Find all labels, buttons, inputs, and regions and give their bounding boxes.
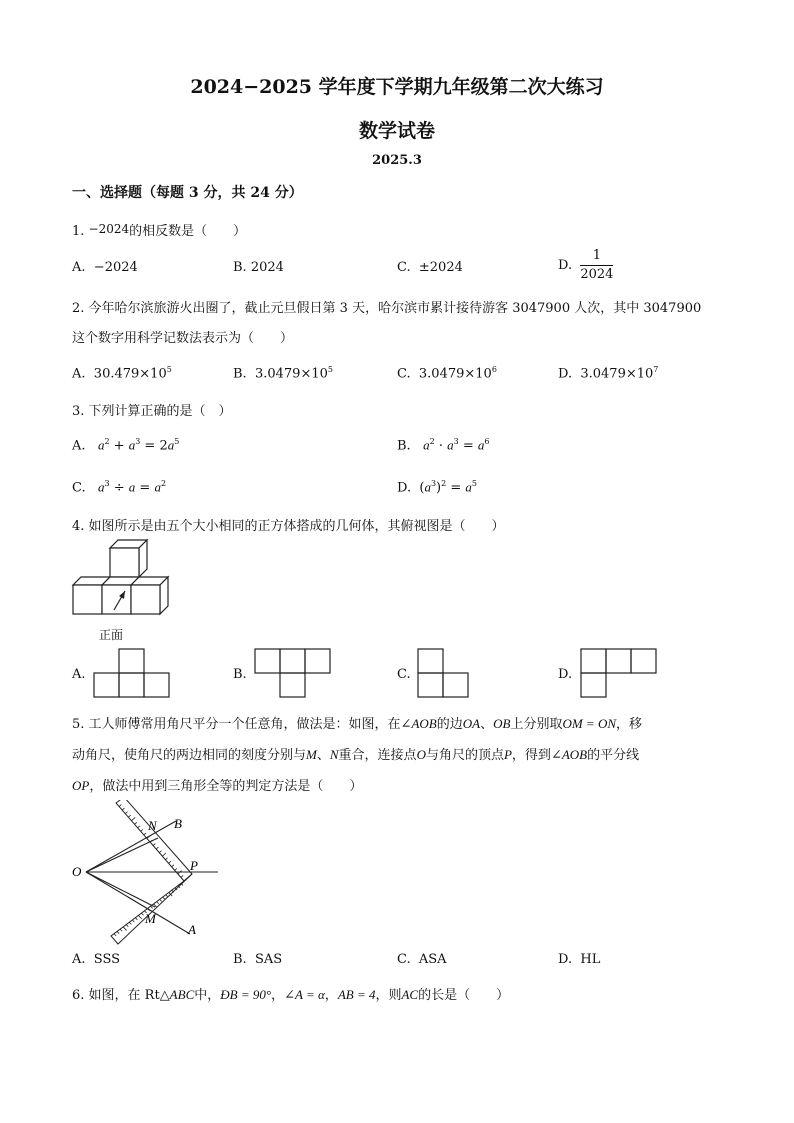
q1-option-a[interactable]: A. −2024 — [72, 260, 138, 275]
q4-option-b-figure[interactable] — [253, 648, 333, 700]
q2-option-a[interactable]: A. $30.479\times 10^5$ — [72, 365, 172, 382]
question-2-line2: 这个数字用科学记数法表示为（ ） — [72, 331, 294, 346]
q3-option-a[interactable]: A. $a^2 + a^3 = 2a^5$ — [72, 437, 180, 454]
question-3: 3. 下列计算正确的是（ ） — [72, 404, 232, 419]
angle-square-figure — [68, 800, 228, 948]
question-2-line1: 2. 今年哈尔滨旅游火出圈了，截止元旦假日第 3 天，哈尔滨市累计接待游客 3047900 人次，其中 3047900 — [72, 301, 702, 316]
q3-option-d[interactable]: D. $(a^3)^2 = a^5$ — [397, 479, 477, 496]
paper-date: 2025.3 — [372, 153, 422, 168]
q4-option-d-letter[interactable]: D. — [558, 667, 573, 682]
q4-option-a-letter[interactable]: A. — [72, 667, 86, 682]
q5-option-b[interactable]: B. SAS — [233, 952, 283, 967]
label-n: N — [148, 818, 157, 833]
question-5-line3: OP，做法中用到三角形全等的判定方法是（ ） — [72, 778, 363, 794]
label-a: A — [188, 922, 196, 937]
question-number: 1. — [72, 224, 85, 239]
label-o: O — [72, 864, 82, 879]
expression: −2024 — [88, 222, 130, 236]
q4-option-b-letter[interactable]: B. — [233, 667, 247, 682]
q3-option-c[interactable]: C. $a^3 \div a = a^2$ — [72, 479, 167, 496]
question-text: 的相反数是（ ） — [129, 224, 247, 239]
segment-om — [86, 872, 155, 907]
question-5-line1: 5. 工人师傅常用角尺平分一个任意角，做法是：如图，在∠AOB的边OA、OB上分别取OM = ON，移 — [72, 716, 643, 732]
q1-option-c[interactable]: C. ±2024 — [397, 260, 463, 275]
q5-option-a[interactable]: A. SSS — [72, 952, 121, 967]
fraction: $\frac{1}{2024}$ — [580, 248, 614, 282]
question-4: 4. 如图所示是由五个大小相同的正方体搭成的几何体，其俯视图是（ ） — [72, 519, 505, 534]
question-5-line2: 动角尺，使角尺的两边相同的刻度分别与M、N重合，连接点O与角尺的顶点P，得到∠AOB的平分线 — [72, 747, 640, 763]
ruler-lower — [111, 874, 192, 944]
question-6: 6. 如图，在 Rt△ABC中，ÐB = 90°，∠A = α，AB = 4，则AC的长是（ ） — [72, 987, 510, 1003]
q5-option-d[interactable]: D. HL — [558, 952, 601, 967]
front-label: 正面 — [99, 628, 124, 642]
q2-option-d[interactable]: D. $3.0479\times 10^7$ — [558, 365, 659, 382]
segment-on — [86, 838, 158, 872]
q3-option-b[interactable]: B. $a^2 \cdot a^3 = a^6$ — [397, 437, 490, 454]
q4-option-d-figure[interactable] — [579, 648, 659, 700]
q2-option-c[interactable]: C. $3.0479\times 10^6$ — [397, 365, 497, 382]
cube-solid-figure — [68, 538, 188, 646]
q4-option-c-letter[interactable]: C. — [397, 667, 411, 682]
paper-subtitle: 数学试卷 — [358, 120, 435, 142]
q2-option-b[interactable]: B. $3.0479\times 10^5$ — [233, 365, 333, 382]
q5-option-c[interactable]: C. ASA — [397, 952, 447, 967]
q4-option-a-figure[interactable] — [92, 648, 172, 700]
paper-title: 2024−2025 学年度下学期九年级第二次大练习 — [190, 76, 604, 98]
section-heading: 一、选择题（每题 3 分，共 24 分） — [72, 185, 303, 201]
label-m: M — [145, 911, 156, 926]
q4-option-c-figure[interactable] — [416, 648, 472, 700]
label-b: B — [174, 816, 182, 831]
label-p: P — [190, 858, 198, 873]
q1-option-b[interactable]: B. 2024 — [233, 260, 284, 275]
q1-option-d[interactable]: D. $\frac{1}{2024}$ — [558, 248, 614, 282]
question-1 — [72, 220, 246, 239]
